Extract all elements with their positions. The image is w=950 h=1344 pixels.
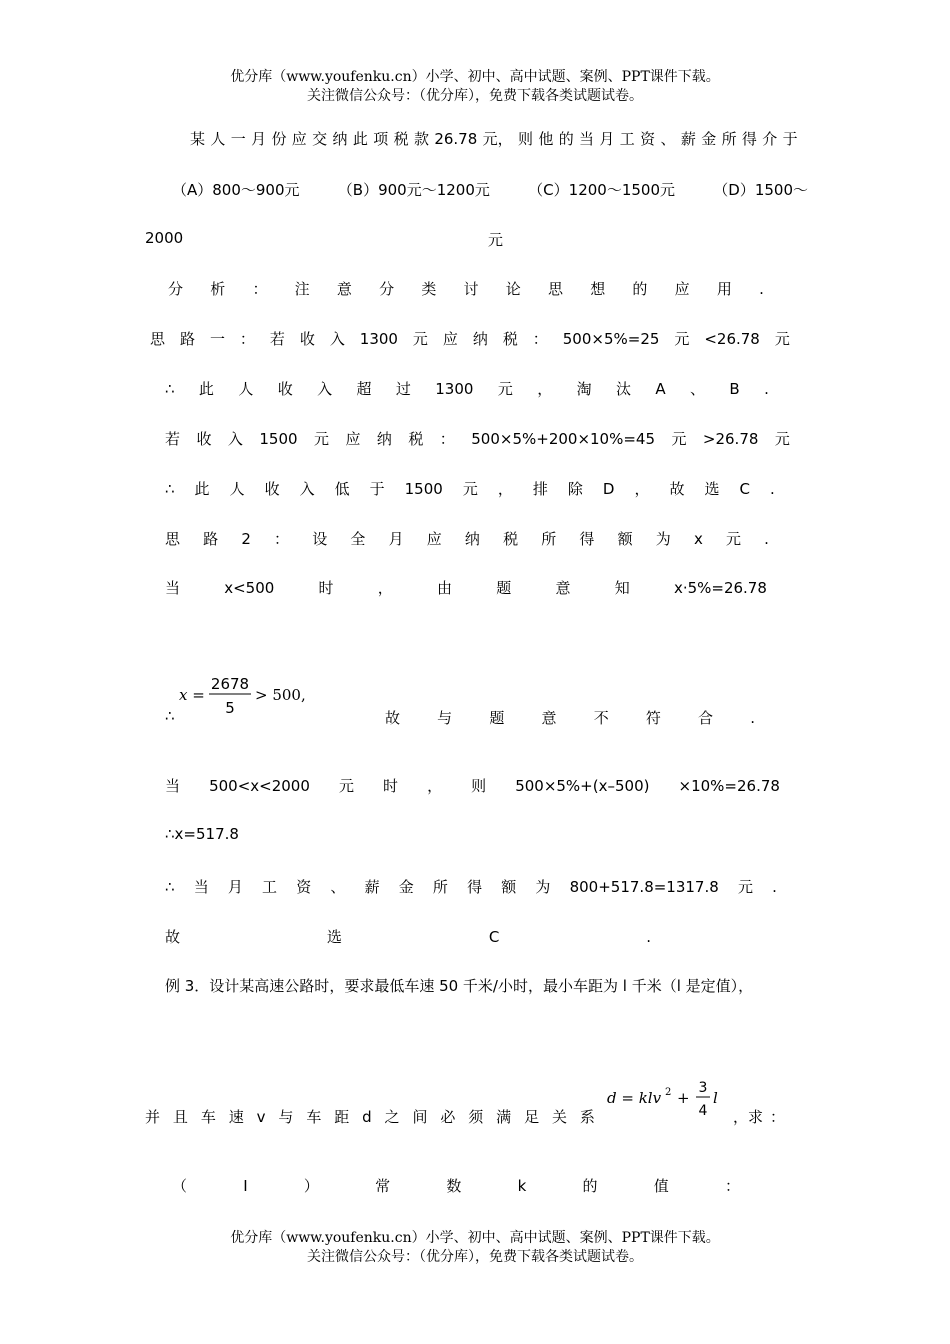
fraction-svg — [175, 672, 315, 718]
income-line — [165, 876, 777, 897]
idea1-line-3-token: 1500 — [259, 430, 298, 448]
idea2-line-3-token: 时 — [383, 777, 399, 795]
idea1-line-3-token: >26.78 — [702, 430, 759, 448]
formula-var: l — [713, 1089, 718, 1107]
not-match-line-token: 与 — [437, 709, 453, 727]
not-match-line-token: 意 — [541, 709, 557, 727]
idea1-line-1-token: 若 — [269, 330, 285, 348]
question-stem-token: 元， — [482, 130, 513, 148]
income-line-token: 800+517.8=1317.8 — [569, 878, 719, 896]
relation-line-token: 系 — [579, 1108, 595, 1126]
question-stem-token: 资 — [640, 130, 656, 148]
idea2-line-2-token: 由 — [437, 579, 453, 597]
idea1-line-1-token: 思 — [150, 330, 166, 348]
question-stem-token: 一 — [230, 130, 246, 148]
idea1-line-3-token: 元 — [671, 430, 687, 448]
idea1-line-4-token: ， — [497, 480, 513, 498]
relation-formula — [605, 1075, 725, 1121]
question-stem-token: 则 — [517, 130, 533, 148]
income-line-token: 为 — [535, 878, 551, 896]
relation-line-token: 车 — [306, 1108, 322, 1126]
income-line-token: . — [772, 878, 777, 896]
formula-exponent: 2 — [665, 1087, 672, 1098]
not-match-line-token: 合 — [698, 709, 714, 727]
relation-line-token: 足 — [524, 1108, 540, 1126]
idea2-line-2-token: 题 — [496, 579, 512, 597]
idea1-line-3-token: 入 — [227, 430, 243, 448]
idea1-line-1-token: <26.78 — [704, 330, 760, 348]
analysis-line-token: 析 — [210, 280, 226, 298]
relation-line-token: 并 — [145, 1108, 161, 1126]
analysis-line-token: ： — [252, 280, 268, 298]
options-line-token: （A）800～900元 — [172, 181, 300, 199]
idea2-line-3 — [165, 775, 780, 796]
options-cont-unit: 元 — [488, 231, 504, 249]
relation-line-token: d — [362, 1108, 372, 1126]
relation-line-token: v — [256, 1108, 266, 1126]
relation-line-token: 须 — [468, 1108, 484, 1126]
options-line-token: （D）1500～ — [713, 181, 808, 199]
footer-line-1: 优分库（www.youfenku.cn）小学、初中、高中试题、案例、PPT课件下载。 — [230, 1230, 720, 1246]
question-stem-token: 金 — [701, 130, 717, 148]
idea1-line-1-token: 元 — [674, 330, 690, 348]
choose-c-line-token: 故 — [165, 928, 181, 946]
idea1-line-1-token: 元 — [412, 330, 428, 348]
idea2-line-1-token: . — [764, 530, 769, 548]
formula-numerator: 3 — [698, 1080, 708, 1096]
header-line-2: 关注微信公众号：（优分库），免费下载各类试题试卷。 — [307, 88, 643, 104]
idea1-line-1 — [150, 328, 790, 349]
relation-line-token: 与 — [278, 1108, 294, 1126]
relation-line-token: 车 — [200, 1108, 216, 1126]
question-stem-token: 26.78 — [434, 130, 478, 148]
idea1-line-1-token: 入 — [329, 330, 345, 348]
choose-c-line-token: C — [488, 928, 500, 946]
relation-tail-token: ： — [769, 1108, 785, 1126]
question-stem-token: 月 — [599, 130, 615, 148]
choose-c-line — [165, 926, 651, 947]
idea1-line-4-token: 于 — [369, 480, 385, 498]
not-match-line-token: 不 — [593, 709, 609, 727]
idea1-line-4-token: ∴ — [165, 480, 175, 498]
part-1-line-token: Ⅰ — [243, 1177, 248, 1195]
idea2-line-3-token: 500<x<2000 — [209, 777, 310, 795]
therefore-symbol: ∴ — [165, 707, 175, 725]
not-match-line-token: 故 — [385, 709, 401, 727]
relation-line — [145, 1106, 595, 1127]
formula-svg — [605, 1075, 725, 1121]
idea1-line-4-token: . — [769, 480, 775, 498]
options-line — [172, 179, 808, 200]
analysis-line-token: 想 — [590, 280, 606, 298]
question-stem-token: 此 — [352, 130, 368, 148]
idea1-line-2 — [165, 378, 769, 399]
idea2-line-3-token: 则 — [471, 777, 487, 795]
analysis-line-token: 用 — [716, 280, 732, 298]
idea1-line-2-token: 1300 — [435, 380, 474, 398]
idea2-line-1-token: 月 — [388, 530, 404, 548]
income-line-token: 、 — [330, 878, 346, 896]
analysis-line-token: 注 — [294, 280, 310, 298]
idea1-line-1-token: 收 — [299, 330, 315, 348]
x-value: ∴x=517.8 — [165, 825, 239, 843]
idea1-line-4-token: ， — [634, 480, 650, 498]
idea2-line-1-token: 为 — [655, 530, 671, 548]
income-line-token: 工 — [262, 878, 278, 896]
income-line-token: ∴ — [165, 878, 175, 896]
options-continued — [145, 229, 504, 249]
watermark-footer — [0, 1229, 950, 1267]
income-line-token: 资 — [296, 878, 312, 896]
idea2-line-2-token: 时 — [318, 579, 334, 597]
question-stem-token: 当 — [579, 130, 595, 148]
relation-line-token: 满 — [496, 1108, 512, 1126]
analysis-line — [168, 278, 764, 299]
income-line-token: 得 — [467, 878, 483, 896]
idea1-line-2-token: B — [729, 380, 740, 398]
question-stem-token: 某 — [190, 130, 206, 148]
question-stem-token: 人 — [210, 130, 226, 148]
formula-denominator: 4 — [698, 1103, 708, 1119]
part-1-line-token: 常 — [375, 1177, 391, 1195]
idea2-line-3-token: 当 — [165, 777, 181, 795]
fraction-lhs: x = — [179, 686, 205, 704]
question-stem-token: 税 — [393, 130, 409, 148]
not-match-line-token: 符 — [645, 709, 661, 727]
analysis-line-token: 应 — [674, 280, 690, 298]
idea2-line-1-token: 得 — [579, 530, 595, 548]
income-line-token: 额 — [501, 878, 517, 896]
income-line-token: 月 — [227, 878, 243, 896]
formula-plus: + — [677, 1089, 690, 1107]
analysis-line-token: 论 — [505, 280, 521, 298]
options-line-token: （C）1200～1500元 — [528, 181, 675, 199]
income-line-token: 当 — [193, 878, 209, 896]
idea1-line-3-token: 收 — [196, 430, 212, 448]
fraction-numerator: 2678 — [210, 675, 250, 693]
idea2-line-1-token: 设 — [312, 530, 328, 548]
question-stem-token: 所 — [721, 130, 737, 148]
part-1-line-token: ： — [724, 1177, 740, 1195]
idea2-line-1-token: 元 — [725, 530, 741, 548]
question-stem-token: 的 — [558, 130, 574, 148]
idea2-line-1-token: 纳 — [464, 530, 480, 548]
idea1-line-2-token: . — [764, 380, 769, 398]
idea1-line-2-token: 人 — [238, 380, 254, 398]
relation-line-token: 距 — [334, 1108, 350, 1126]
idea1-line-4-token: 此 — [194, 480, 210, 498]
idea1-line-1-token: 路 — [179, 330, 195, 348]
idea1-line-1-token: 元 — [774, 330, 790, 348]
idea2-line-2 — [165, 577, 767, 598]
idea1-line-4-token: 低 — [334, 480, 350, 498]
idea1-line-4-token: 入 — [299, 480, 315, 498]
idea1-line-2-token: 超 — [356, 380, 372, 398]
idea2-line-2-token: x·5%=26.78 — [673, 579, 767, 597]
idea1-line-3-token: 应 — [345, 430, 361, 448]
question-stem-token: 款 — [413, 130, 429, 148]
income-line-token: 薪 — [364, 878, 380, 896]
idea1-line-3-token: 元 — [774, 430, 790, 448]
idea2-line-2-token: x<500 — [224, 579, 275, 597]
question-stem-token: 份 — [271, 130, 287, 148]
idea1-line-1-token: 1300 — [359, 330, 398, 348]
part-1-line-token: 值 — [653, 1177, 669, 1195]
question-stem-token: 他 — [538, 130, 554, 148]
analysis-line-token: 意 — [336, 280, 352, 298]
idea1-line-2-token: ， — [537, 380, 553, 398]
analysis-line-token: 分 — [168, 280, 184, 298]
question-stem-token: 交 — [312, 130, 328, 148]
idea2-line-1-token: ： — [274, 530, 290, 548]
idea2-line-1-token: 全 — [350, 530, 366, 548]
part-1-line — [172, 1175, 740, 1196]
idea1-line-4-token: C — [739, 480, 750, 498]
options-line-token: （B）900元～1200元 — [337, 181, 490, 199]
idea2-line-1-token: 2 — [241, 530, 251, 548]
idea2-line-1-token: 路 — [203, 530, 219, 548]
formula-lhs: d = klv — [607, 1089, 662, 1107]
question-stem-token: 薪 — [680, 130, 696, 148]
income-line-token: 金 — [398, 878, 414, 896]
part-1-line-token: （ — [172, 1177, 188, 1195]
relation-line-token: 之 — [384, 1108, 400, 1126]
idea1-line-3-token: 元 — [313, 430, 329, 448]
idea1-line-2-token: 此 — [198, 380, 214, 398]
question-stem-token: 介 — [762, 130, 778, 148]
question-stem — [190, 128, 798, 149]
idea1-line-4 — [165, 478, 775, 499]
relation-tail-token: ，求 — [733, 1108, 764, 1126]
idea1-line-4-token: 1500 — [404, 480, 443, 498]
not-match-line-token: 题 — [489, 709, 505, 727]
idea1-line-3-token: 500×5%+200×10%=45 — [471, 430, 656, 448]
analysis-line-token: 讨 — [463, 280, 479, 298]
idea1-line-3-token: 若 — [165, 430, 181, 448]
idea1-line-2-token: 入 — [317, 380, 333, 398]
analysis-line-token: 思 — [547, 280, 563, 298]
idea2-line-2-token: 意 — [555, 579, 571, 597]
relation-line-token: 关 — [551, 1108, 567, 1126]
idea2-line-3-token: ×10%=26.78 — [678, 777, 780, 795]
income-line-token: 所 — [432, 878, 448, 896]
idea2-line-1-token: 所 — [541, 530, 557, 548]
footer-line-2: 关注微信公众号：（优分库），免费下载各类试题试卷。 — [307, 1249, 643, 1265]
idea1-line-1-token: 税 — [502, 330, 518, 348]
idea2-line-3-token: 500×5%+(x–500) — [515, 777, 650, 795]
idea1-line-1-token: 一 — [209, 330, 225, 348]
idea1-line-1-token: 500×5%=25 — [562, 330, 660, 348]
idea1-line-1-token: 应 — [442, 330, 458, 348]
idea1-line-4-token: 选 — [704, 480, 720, 498]
question-stem-token: 应 — [291, 130, 307, 148]
not-match-line-token: . — [750, 709, 755, 727]
idea1-line-2-token: ∴ — [165, 380, 175, 398]
idea1-line-2-token: 过 — [395, 380, 411, 398]
idea1-line-1-token: 纳 — [472, 330, 488, 348]
relation-line-token: 间 — [412, 1108, 428, 1126]
idea1-line-2-token: A — [655, 380, 666, 398]
idea1-line-2-token: 淘 — [576, 380, 592, 398]
idea2-line-1-token: 额 — [617, 530, 633, 548]
idea1-line-3-token: 税 — [408, 430, 424, 448]
question-stem-token: 、 — [660, 130, 676, 148]
idea2-line-2-token: 当 — [165, 579, 181, 597]
idea1-line-3-token: 纳 — [376, 430, 392, 448]
analysis-line-token: 分 — [379, 280, 395, 298]
analysis-line-token: 类 — [421, 280, 437, 298]
watermark-header — [0, 68, 950, 106]
choose-c-line-token: 选 — [326, 928, 342, 946]
header-line-1: 优分库（www.youfenku.cn）小学、初中、高中试题、案例、PPT课件下载。 — [230, 69, 720, 85]
fraction-equation — [175, 672, 315, 718]
idea1-line-1-token: ： — [532, 330, 548, 348]
idea1-line-2-token: 、 — [690, 380, 706, 398]
idea2-line-1-token: 应 — [426, 530, 442, 548]
analysis-line-token: . — [759, 280, 764, 298]
part-1-line-token: 数 — [446, 1177, 462, 1195]
idea2-line-2-token: ， — [377, 579, 393, 597]
question-stem-token: 月 — [251, 130, 267, 148]
income-line-token: 元 — [737, 878, 753, 896]
part-1-line-token: k — [517, 1177, 527, 1195]
analysis-line-token: 的 — [632, 280, 648, 298]
idea2-line-3-token: 元 — [338, 777, 354, 795]
idea2-line-1-token: 税 — [503, 530, 519, 548]
idea1-line-2-token: 收 — [277, 380, 293, 398]
idea1-line-3 — [165, 428, 790, 449]
relation-line-token: 必 — [440, 1108, 456, 1126]
example-3: 例 3．设计某高速公路时，要求最低车速 50 千米/小时，最小车距为 l 千米（l 是定值）， — [165, 977, 754, 995]
relation-tail — [733, 1106, 785, 1127]
not-match-line — [385, 707, 755, 728]
idea1-line-4-token: 元 — [462, 480, 478, 498]
choose-c-line-token: . — [646, 928, 651, 946]
question-stem-token: 于 — [782, 130, 798, 148]
idea2-line-1-token: 思 — [165, 530, 181, 548]
idea1-line-4-token: 故 — [669, 480, 685, 498]
relation-line-token: 且 — [172, 1108, 188, 1126]
question-stem-token: 纳 — [332, 130, 348, 148]
part-1-line-token: ） — [303, 1177, 319, 1195]
idea2-line-1-token: x — [693, 530, 703, 548]
question-stem-token: 工 — [619, 130, 635, 148]
question-stem-token: 项 — [373, 130, 389, 148]
idea1-line-4-token: D — [602, 480, 615, 498]
idea2-line-2-token: 知 — [614, 579, 630, 597]
part-1-line-token: 的 — [582, 1177, 598, 1195]
idea1-line-4-token: 收 — [264, 480, 280, 498]
options-cont-number: 2000 — [145, 229, 184, 247]
idea2-line-3-token: ， — [427, 777, 443, 795]
idea1-line-1-token: ： — [239, 330, 255, 348]
fraction-rhs: > 500, — [255, 686, 306, 704]
question-stem-token: 得 — [741, 130, 757, 148]
idea1-line-2-token: 汰 — [616, 380, 632, 398]
relation-line-token: 速 — [228, 1108, 244, 1126]
idea1-line-4-token: 除 — [567, 480, 583, 498]
idea1-line-2-token: 元 — [497, 380, 513, 398]
idea1-line-4-token: 人 — [229, 480, 245, 498]
idea2-line-1 — [165, 528, 769, 549]
idea1-line-3-token: ： — [439, 430, 455, 448]
fraction-denominator: 5 — [225, 699, 235, 717]
idea1-line-4-token: 排 — [532, 480, 548, 498]
